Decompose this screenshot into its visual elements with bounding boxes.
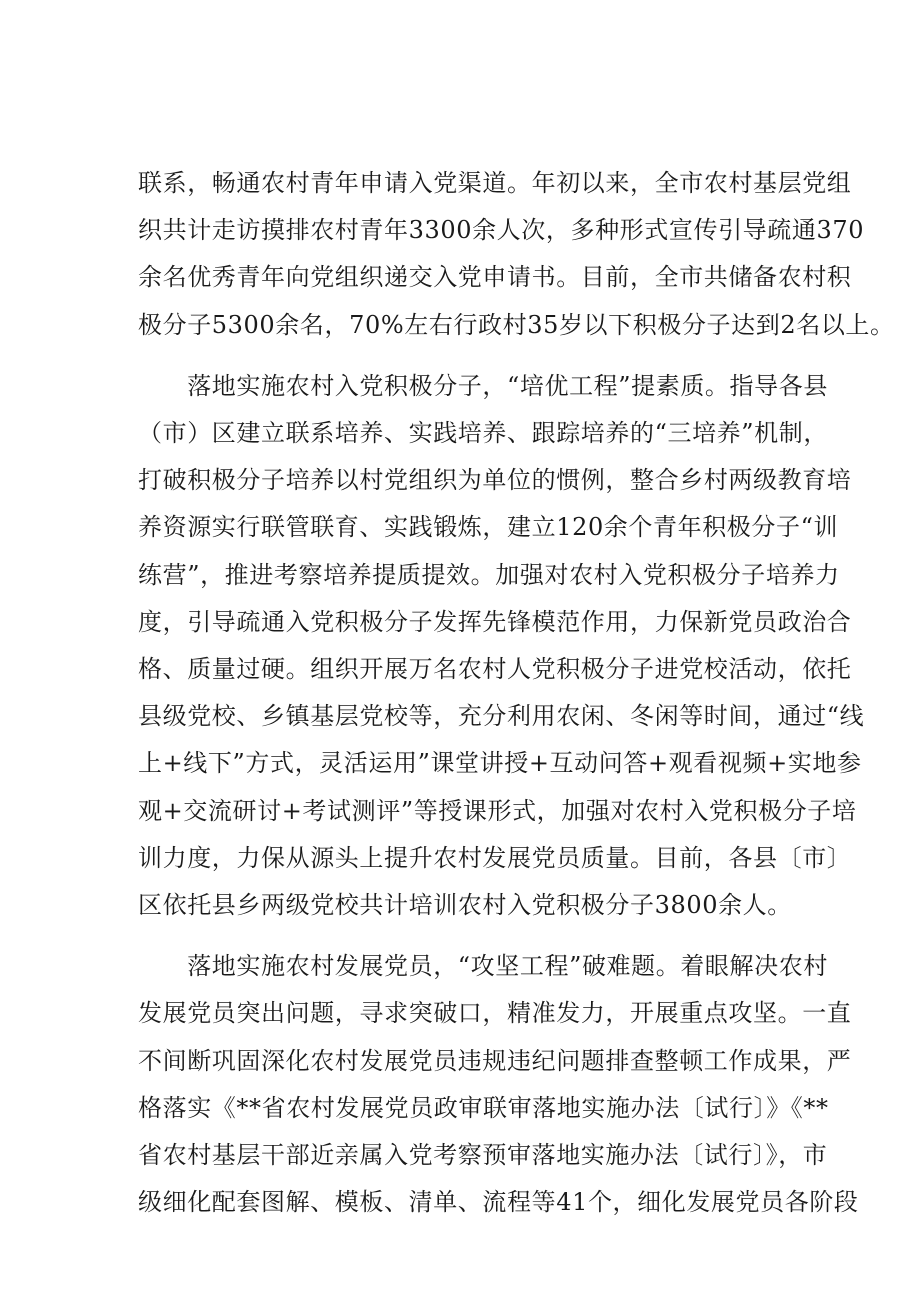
text-line: 落地实施农村入党积极分子，“培优工程”提素质。指导各县 (138, 371, 828, 400)
paragraph-2 (138, 363, 865, 929)
paragraph-3 (138, 943, 859, 1226)
text-line: 不间断巩固深化农村发展党员违规违纪问题排查整顿工作成果，严 (138, 1046, 852, 1075)
text-line: 落地实施农村发展党员，“攻坚工程”破难题。着眼解决农村 (138, 952, 828, 981)
text-line: 上+线下”方式，灵活运用”课堂讲授+互动问答+观看视频+实地参 (138, 749, 862, 778)
text-line: 观+交流研讨+考试测评”等授课形式，加强对农村入党积极分子培 (138, 796, 857, 825)
text-line: 养资源实行联管联育、实践锻炼，建立120余个青年积极分子“训 (138, 513, 839, 542)
text-line: 格落实《**省农村发展党员政审联审落地实施办法〔试行〕》《** (138, 1093, 829, 1122)
document-body (138, 160, 895, 1226)
text-line: 余名优秀青年向党组织递交入党申请书。目前，全市共储备农村积 (138, 263, 852, 292)
text-line: 织共计走访摸排农村青年3300余人次，多种形式宣传引导疏通370 (138, 216, 865, 245)
text-line: （市）区建立联系培养、实践培养、跟踪培养的“三培养”机制， (138, 419, 828, 448)
text-line: 极分子5300余名，70%左右行政村35岁以下积极分子达到2名以上。 (138, 310, 895, 339)
paragraph-1 (138, 160, 895, 349)
text-line: 度，引导疏通入党积极分子发挥先锋模范作用，力保新党员政治合 (138, 607, 852, 636)
text-line: 打破积极分子培养以村党组织为单位的惯例，整合乡村两级教育培 (138, 466, 852, 495)
text-line: 发展党员突出问题，寻求突破口，精准发力，开展重点攻坚。一直 (138, 999, 852, 1028)
text-line: 练营”，推进考察培养提质提效。加强对农村入党积极分子培养力 (138, 560, 840, 589)
text-line: 训力度，力保从源头上提升农村发展党员质量。目前，各县〔市〕 (138, 843, 852, 872)
text-line: 区依托县乡两级党校共计培训农村入党积极分子3800余人。 (138, 891, 792, 920)
text-line: 省农村基层干部近亲属入党考察预审落地实施办法〔试行〕》，市 (138, 1141, 828, 1170)
text-line: 联系，畅通农村青年申请入党渠道。年初以来，全市农村基层党组 (138, 169, 852, 197)
text-line: 格、质量过硬。组织开展万名农村人党积极分子进党校活动，依托 (138, 655, 852, 684)
text-line: 县级党校、乡镇基层党校等，充分利用农闲、冬闲等时间，通过“线 (138, 702, 865, 731)
text-line: 级细化配套图解、模板、清单、流程等41个，细化发展党员各阶段 (138, 1188, 859, 1217)
